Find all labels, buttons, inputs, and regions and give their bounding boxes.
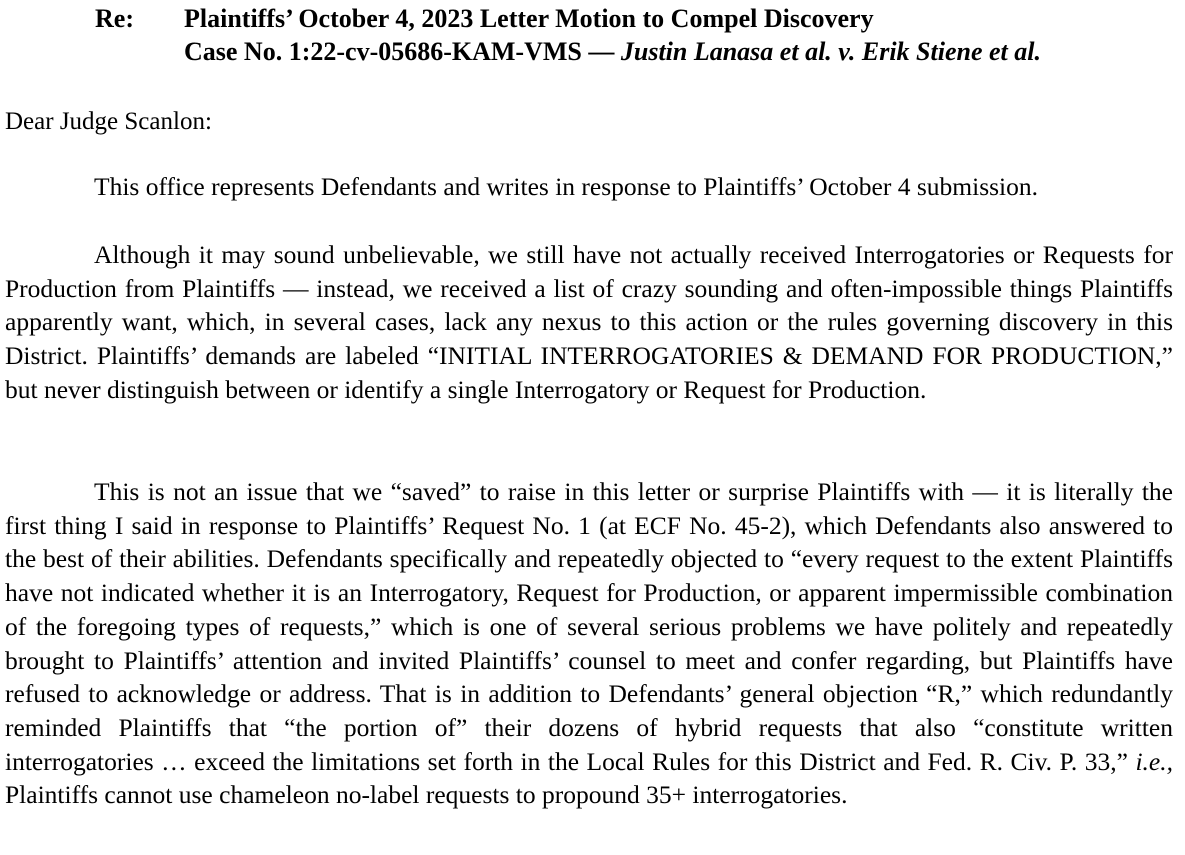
paragraph-2: Although it may sound unbelievable, we still have not actually received Interrogatories or Requests for Production from Plaintiffs — instead, we received a list of crazy sounding and often-impossible things Plaintiffs apparently want, which, in several cases, lack any nexus to this action or the rules governing discovery in this District. Plaintiffs’ demands are labeled “INITIAL INTERROGATORIES & DEMAND FOR PRODUCTION,” but never distinguish between or identify a single Interrogatory or Request for Production.	[5, 240, 1173, 404]
paragraph-1: This office represents Defendants and writes in response to Plaintiffs’ October 4 submission.	[94, 172, 1039, 201]
paragraph-3-text-before: This is not an issue that we “saved” to raise in this letter or surprise Plaintiffs with — it is literally the first thing I said in response to Plaintiffs’ Request No. 1 (at ECF No. 45-2), which Defendants also answered to the best of their abilities. Defendants specifically and repeatedly objected to “every request to the extent Plaintiffs have not indicated whether it is an Interrogatory, Request for Production, or apparent impermissible combination of the foregoing types of requests,” which is one of several serious problems we have politely and repeatedly brought to Plaintiffs’ attention and invited Plaintiffs’ counsel to meet and confer regarding, but Plaintiffs have refused to acknowledge or address. That is in addition to Defendants’ general objection “R,” which redundantly reminded Plaintiffs that “the portion of” their dozens of hybrid requests that also “constitute written interrogatories … exceed the limitations set forth in the Local Rules for this District and Fed. R. Civ. P. 33,”	[5, 477, 1173, 776]
paragraph-3-ie: i.e.,	[1135, 746, 1173, 776]
subject-text: Plaintiffs’ October 4, 2023 Letter Motion to Compel Discovery	[184, 4, 874, 33]
case-number: Case No. 1:22-cv-05686-KAM-VMS —	[184, 37, 621, 66]
re-label: Re:	[95, 4, 134, 33]
paragraph-3	[5, 475, 1173, 812]
case-title: Justin Lanasa et al. v. Erik Stiene et al.	[620, 37, 1041, 66]
salutation: Dear Judge Scanlon:	[5, 108, 212, 135]
paragraph-3-text-after: Plaintiffs cannot use chameleon no-label requests to propound 35+ interrogatories.	[5, 780, 848, 810]
subject-line	[184, 2, 874, 35]
case-line	[184, 35, 1041, 68]
